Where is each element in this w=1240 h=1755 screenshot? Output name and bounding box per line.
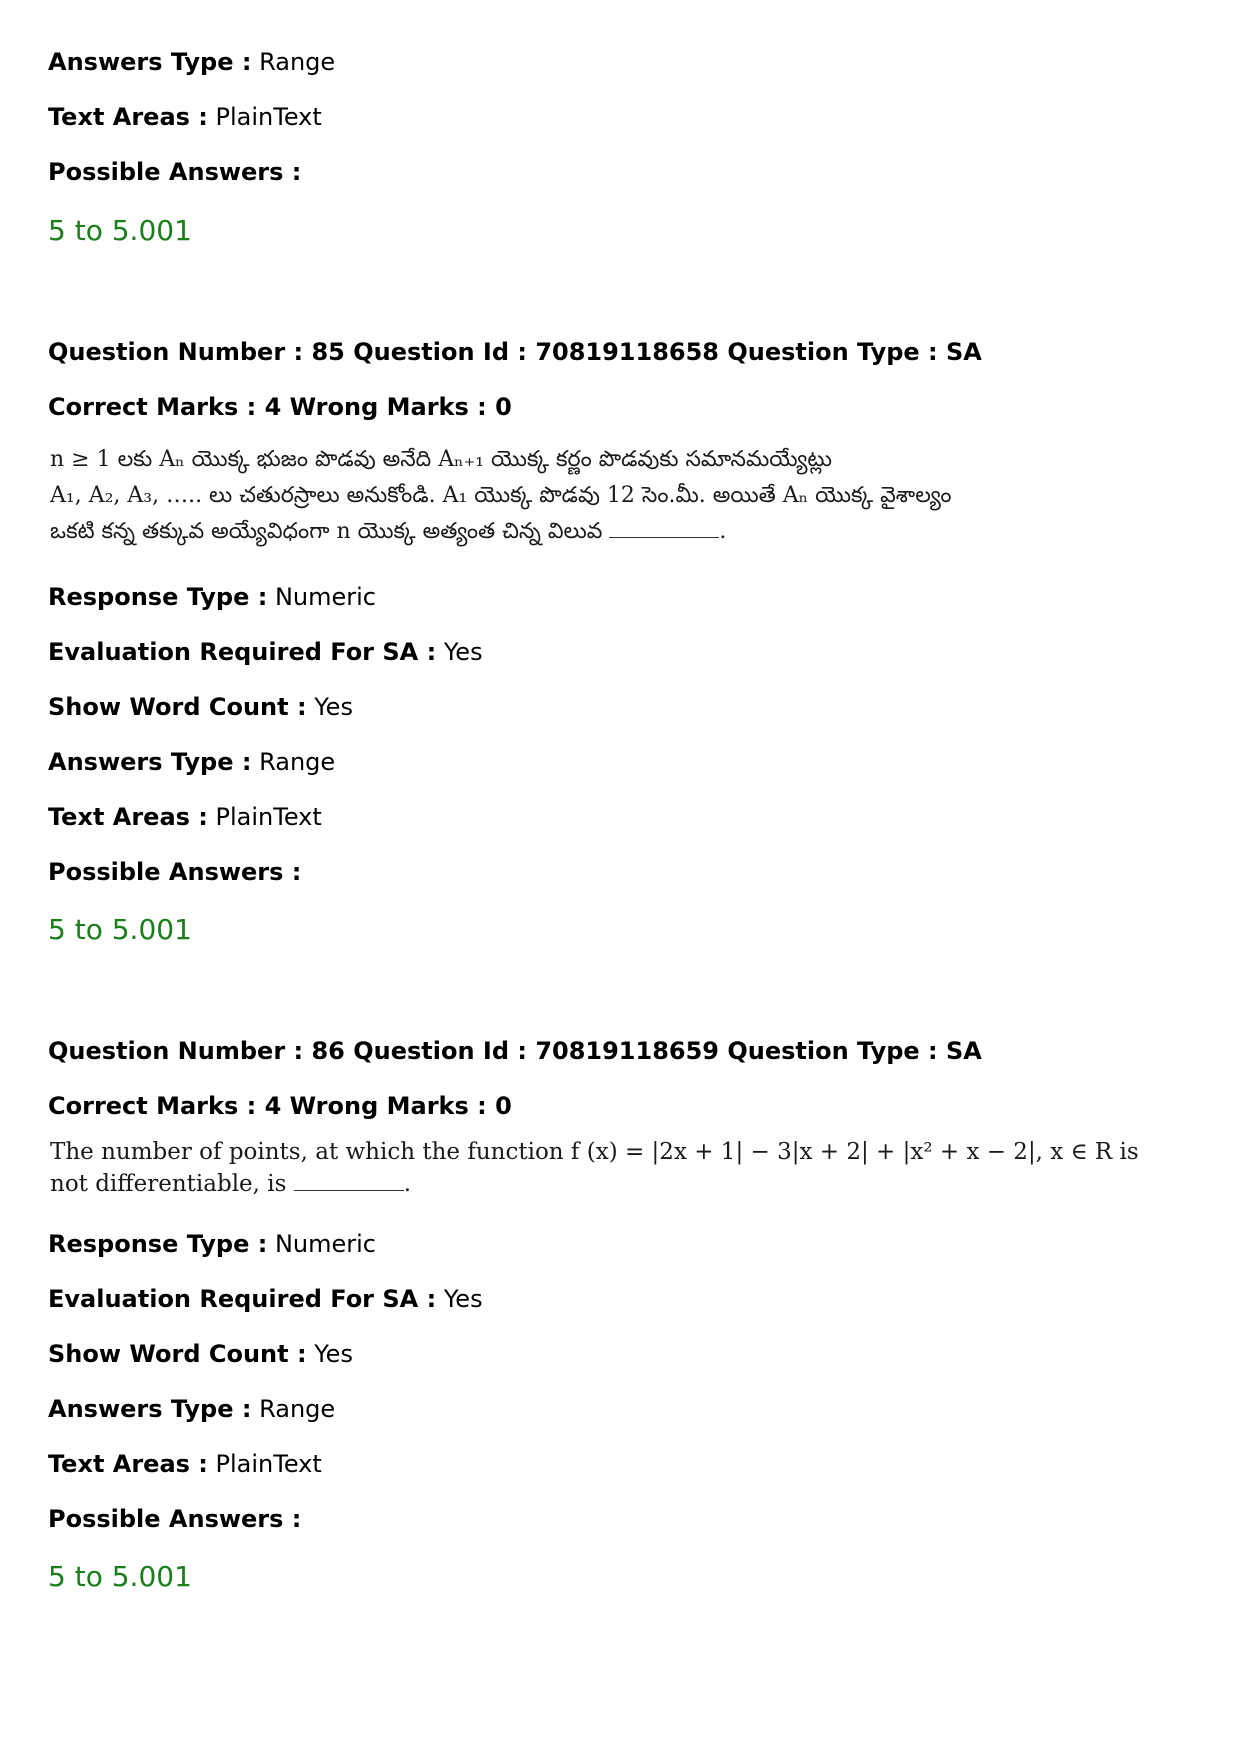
question-line: not differentiable, is xyxy=(50,1171,287,1197)
response-type-value: Numeric xyxy=(274,583,376,611)
question-text xyxy=(50,1136,1139,1200)
possible-answers-label: Possible Answers : xyxy=(48,858,302,886)
answers-type-value: Range xyxy=(259,48,336,76)
response-type-value: Numeric xyxy=(274,1230,376,1258)
answers-type-row xyxy=(48,1394,335,1424)
text-areas-label: Text Areas : xyxy=(48,1450,208,1478)
answers-type-label: Answers Type : xyxy=(48,48,252,76)
response-type-label: Response Type : xyxy=(48,583,268,611)
answers-type-row xyxy=(48,47,335,77)
text-areas-label: Text Areas : xyxy=(48,103,208,131)
possible-answers-row xyxy=(48,857,301,887)
answers-type-label: Answers Type : xyxy=(48,1395,252,1423)
answers-type-value: Range xyxy=(259,748,336,776)
possible-answer-value: 5 to 5.001 xyxy=(48,214,192,247)
question-line: n ≥ 1 లకు Aₙ యొక్క భుజం పొడవు అనేది Aₙ₊₁ యొక్క కర్ణం పొడవుకు సమానమయ్యేట్లు xyxy=(50,447,832,472)
evaluation-label: Evaluation Required For SA : xyxy=(48,638,437,666)
response-type-row xyxy=(48,1229,376,1259)
question-marks: Correct Marks : 4 Wrong Marks : 0 xyxy=(48,1092,512,1120)
question-line: ఒకటి కన్న తక్కువ అయ్యేవిధంగా n యొక్క అత్యంత చిన్న విలువ xyxy=(50,519,603,544)
text-areas-row xyxy=(48,102,322,132)
answers-type-label: Answers Type : xyxy=(48,748,252,776)
question-header: Question Number : 86 Question Id : 70819118659 Question Type : SA xyxy=(48,1037,982,1065)
question-line-last xyxy=(50,1168,1139,1200)
text-areas-value: PlainText xyxy=(215,803,322,831)
text-areas-value: PlainText xyxy=(215,103,322,131)
text-areas-label: Text Areas : xyxy=(48,803,208,831)
question-line-end: . xyxy=(403,1171,412,1197)
answer-blank xyxy=(609,519,719,538)
word-count-label: Show Word Count : xyxy=(48,1340,307,1368)
word-count-label: Show Word Count : xyxy=(48,693,307,721)
word-count-value: Yes xyxy=(314,1340,353,1368)
possible-answers-row xyxy=(48,157,301,187)
text-areas-row xyxy=(48,802,322,832)
evaluation-row xyxy=(48,637,483,667)
text-areas-value: PlainText xyxy=(215,1450,322,1478)
possible-answers-label: Possible Answers : xyxy=(48,158,302,186)
evaluation-label: Evaluation Required For SA : xyxy=(48,1285,437,1313)
possible-answers-label: Possible Answers : xyxy=(48,1505,302,1533)
question-line: A₁, A₂, A₃, ….. లు చతురస్రాలు అనుకోండి. A₁ యొక్క పొడవు 12 సెం.మీ. అయితే Aₙ యొక్క వైశాల్యం xyxy=(50,483,952,508)
question-text xyxy=(50,442,952,550)
word-count-value: Yes xyxy=(314,693,353,721)
question-line: The number of points, at which the function f (x) = |2x + 1| − 3|x + 2| + |x² + x − 2|, x ∈ R is xyxy=(50,1139,1139,1165)
response-type-label: Response Type : xyxy=(48,1230,268,1258)
word-count-row xyxy=(48,1339,353,1369)
evaluation-value: Yes xyxy=(443,638,483,666)
evaluation-value: Yes xyxy=(443,1285,483,1313)
answers-type-row xyxy=(48,747,335,777)
evaluation-row xyxy=(48,1284,483,1314)
word-count-row xyxy=(48,692,353,722)
possible-answer-value: 5 to 5.001 xyxy=(48,1560,192,1593)
possible-answer-value: 5 to 5.001 xyxy=(48,913,192,946)
possible-answers-row xyxy=(48,1504,301,1534)
question-header: Question Number : 85 Question Id : 70819118658 Question Type : SA xyxy=(48,338,982,366)
answers-type-value: Range xyxy=(259,1395,336,1423)
question-marks: Correct Marks : 4 Wrong Marks : 0 xyxy=(48,393,512,421)
response-type-row xyxy=(48,582,376,612)
question-line-last xyxy=(50,514,952,550)
text-areas-row xyxy=(48,1449,322,1479)
answer-blank xyxy=(294,1172,404,1191)
question-line-end: . xyxy=(719,519,727,544)
